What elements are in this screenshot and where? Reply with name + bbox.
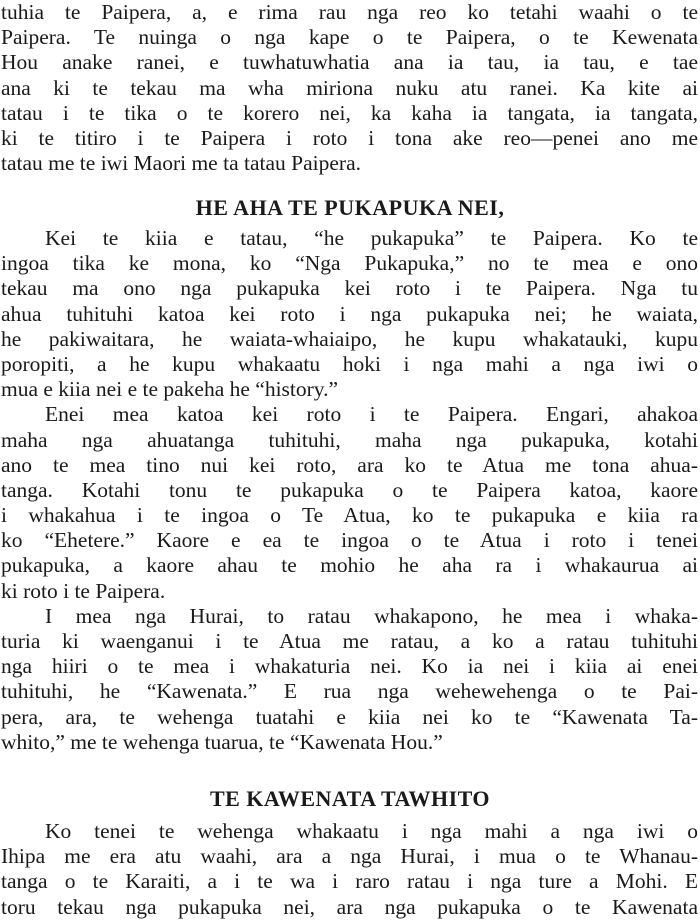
text-line: turia ki waenganui i te Atua me ratau, a ko a ratau tuhituhi <box>1 629 698 653</box>
text-line: ki te titiro i te Paipera i roto i tona ake reo—penei ano me <box>1 125 698 150</box>
text-line: maha nga ahuatanga tuhituhi, maha nga pukapuka, kotahi <box>1 427 698 452</box>
text-line: ano te mea tino nui kei roto, ara ko te Atua me tona ahua- <box>1 452 698 477</box>
text-line: Enei mea katoa kei roto i te Paipera. Engari, ahakoa <box>45 402 698 427</box>
text-line: pukapuka, a kaore ahau te mohio he aha ra i whakaurua ai <box>1 553 698 578</box>
text-line: ana ki te tekau ma wha miriona nuku atu ranei. Ka kite ai <box>1 75 698 100</box>
text-line: Kei te kiia e tatau, “he pukapuka” te Paipera. Ko te <box>45 226 698 250</box>
text-line: ingoa tika ke mona, ko “Nga Pukapuka,” no te mea e ono <box>1 251 698 276</box>
text-line: ahua tuhituhi katoa kei roto i nga pukapuka nei; he waiata, <box>1 301 698 326</box>
text-line: toru tekau nga pukapuka nei, ara nga pukapuka o te Kawenata <box>1 894 698 919</box>
text-line: ko “Ehetere.” Kaore e ea te ingoa o te Atua i roto i tenei <box>1 528 698 553</box>
paragraph <box>1 604 698 755</box>
text-line: Hou anake ranei, e tuwhatuwhatia ana ia tau, ia tau, e tae <box>1 50 698 75</box>
opening-paragraph <box>1 0 698 176</box>
text-line: pera, ara, te wehenga tuatahi e kiia nei ko te “Kawenata Ta- <box>1 704 698 729</box>
paragraph <box>1 819 698 920</box>
paragraph <box>1 226 698 402</box>
text-line: Paipera. Te nuinga o nga kape o te Paipera, o te Kewenata <box>1 25 698 50</box>
text-line: whito,” me te wehenga tuarua, te “Kawenata Hou.” <box>1 729 443 754</box>
text-line: nga hiiri o te mea i whakaturia nei. Ko ia nei i kiia ai enei <box>1 654 698 679</box>
text-line: tanga. Kotahi tonu te pukapuka o te Paipera katoa, kaore <box>1 477 698 502</box>
section-body <box>1 226 698 755</box>
text-line: Ko tenei te wehenga whakaatu i nga mahi a nga iwi o <box>45 819 698 843</box>
text-line: I mea nga Hurai, to ratau whakapono, he mea i whaka- <box>45 603 698 628</box>
text-line: poropiti, a he kupu whakaatu hoki i nga mahi a nga iwi o <box>1 351 698 376</box>
text-line: tekau ma ono nga pukapuka kei roto i te Paipera. Nga tu <box>1 276 698 301</box>
text-line: ki roto i te Paipera. <box>1 578 166 603</box>
text-line: i whakahua i te ingoa o Te Atua, ko te pukapuka e kiia ra <box>1 503 698 528</box>
text-line: tatau i te tika o te korero nei, ka kaha ia tangata, ia tangata, <box>1 100 698 125</box>
paragraph <box>1 402 698 604</box>
section-heading: HE AHA TE PUKAPUKA NEI, <box>195 195 505 220</box>
text-line: tanga o te Karaiti, a i te wa i raro ratau i nga ture a Mohi. E <box>1 869 698 894</box>
text-line: tuhituhi, he “Kawenata.” E rua nga wehewehenga o te Pai- <box>1 679 698 704</box>
section-heading: TE KAWENATA TAWHITO <box>209 786 491 811</box>
text-line: he pakiwaitara, he waiata-whaiaipo, he kupu whakatauki, kupu <box>1 326 698 351</box>
text-line: mua e kiia nei e te pakeha he “history.” <box>1 377 339 402</box>
text-line: tuhia te Paipera, a, e rima rau nga reo ko tetahi waahi o te <box>1 0 698 24</box>
text-line: Ihipa me era atu waahi, ara a nga Hurai, i mua o te Whanau- <box>1 844 698 869</box>
text-line: tatau me te iwi Maori me ta tatau Paipera. <box>1 151 361 176</box>
